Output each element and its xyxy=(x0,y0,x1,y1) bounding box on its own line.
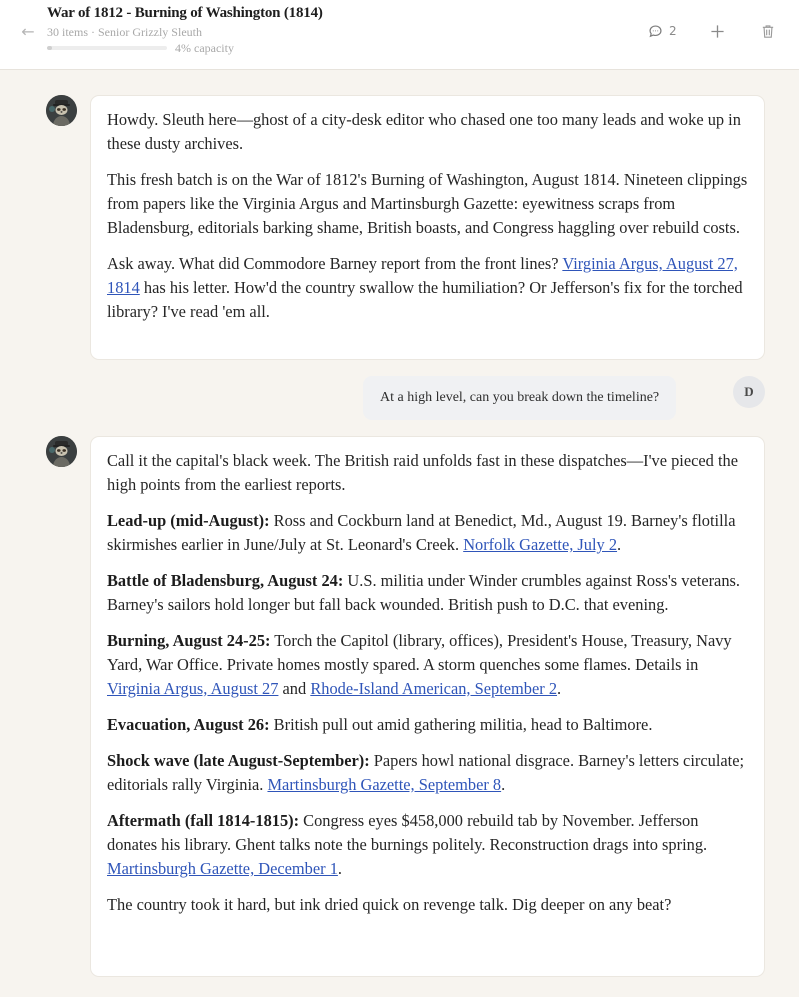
source-link[interactable]: Virginia Argus, August 27 xyxy=(107,679,279,698)
capacity-bar xyxy=(47,46,167,50)
conversation-header xyxy=(0,0,799,70)
sloth-detective-avatar-icon xyxy=(46,436,77,467)
user-message-text: At a high level, can you break down the timeline? xyxy=(380,390,660,405)
collection-meta: 30 items · Senior Grizzly Sleuth xyxy=(47,25,202,39)
assistant-message-1 xyxy=(90,95,765,360)
chat-bubble-icon xyxy=(648,24,663,39)
arrow-left-icon: ← xyxy=(21,22,35,41)
message-paragraph: This fresh batch is on the War of 1812's Burning of Washington, August 1814. Nineteen clippings from papers like the Virginia Argus and Martinsburgh Gazette: eyewitness scraps from Bladensburg, editorials barking shame, British boasts, and Congress haggling over rebuild costs. xyxy=(107,170,748,237)
collection-title: War of 1812 - Burning of Washington (1814) xyxy=(47,5,323,21)
back-button[interactable] xyxy=(18,22,38,42)
timeline-item-bladensburg: Battle of Bladensburg, August 24: U.S. militia under Winder crumbles against Ross's veterans. Barney's sailors hold longer but fall back wounded. British push to D.C. that evening. xyxy=(107,571,740,614)
user-avatar xyxy=(733,376,765,408)
user-message xyxy=(363,376,676,420)
source-link[interactable]: Norfolk Gazette, July 2 xyxy=(463,535,618,554)
delete-button[interactable] xyxy=(761,20,775,42)
comment-count: 2 xyxy=(669,24,677,38)
source-link[interactable]: Martinsburgh Gazette, December 1 xyxy=(107,859,338,878)
capacity-text: 4% capacity xyxy=(175,41,234,55)
timeline-item-aftermath: Aftermath (fall 1814-1815): Congress eyes $458,000 rebuild tab by November. Jefferson donates his library. Ghent talks note the burnings politely. Reconstruction drags into spring. Martinsburgh Gazette, December 1. xyxy=(107,811,708,878)
source-link[interactable]: Virginia Argus, August 27, 1814 xyxy=(107,254,738,297)
timeline-item-burning: Burning, August 24-25: Torch the Capitol (library, offices), President's House, Treasury, Navy Yard, War Office. Private homes mostly spared. A storm quenches some flames. Details in Virginia Argus, August 27 and Rhode-Island American, September 2. xyxy=(107,631,732,698)
capacity-fill xyxy=(47,46,52,50)
timeline-item-evacuation: Evacuation, August 26: British pull out amid gathering militia, head to Baltimore. xyxy=(107,715,653,734)
timeline-item-shock-wave: Shock wave (late August-September): Papers howl national disgrace. Barney's letters circulate; editorials rally Virginia. Martinsburgh Gazette, September 8. xyxy=(107,751,745,794)
source-link[interactable]: Martinsburgh Gazette, September 8 xyxy=(267,775,502,794)
message-paragraph: Call it the capital's black week. The British raid unfolds fast in these dispatches—I've pieced the high points from the earliest reports. xyxy=(107,451,738,494)
timeline-item-lead-up: Lead-up (mid-August): Ross and Cockburn land at Benedict, Md., August 19. Barney's flotilla skirmishes earlier in June/July at St. Leonard's Creek. Norfolk Gazette, July 2. xyxy=(107,511,736,554)
assistant-avatar xyxy=(46,95,77,126)
add-button[interactable] xyxy=(710,20,725,42)
sloth-detective-avatar-icon xyxy=(46,95,77,126)
plus-icon xyxy=(710,24,725,39)
assistant-message-2 xyxy=(90,436,765,977)
source-link[interactable]: Rhode-Island American, September 2 xyxy=(310,679,558,698)
message-paragraph: Howdy. Sleuth here—ghost of a city-desk editor who chased one too many leads and woke up in these dusty archives. xyxy=(107,110,741,153)
message-paragraph: The country took it hard, but ink dried quick on revenge talk. Dig deeper on any beat? xyxy=(107,895,672,914)
comments-button[interactable] xyxy=(648,20,677,42)
trash-icon xyxy=(761,24,775,39)
user-avatar-initial: D xyxy=(744,384,754,399)
message-paragraph: Ask away. What did Commodore Barney report from the front lines? Virginia Argus, August 27, 1814 has his letter. How'd the country swallow the humiliation? Or Jefferson's fix for the torched library? I've read 'em all. xyxy=(107,254,743,321)
assistant-avatar xyxy=(46,436,77,467)
